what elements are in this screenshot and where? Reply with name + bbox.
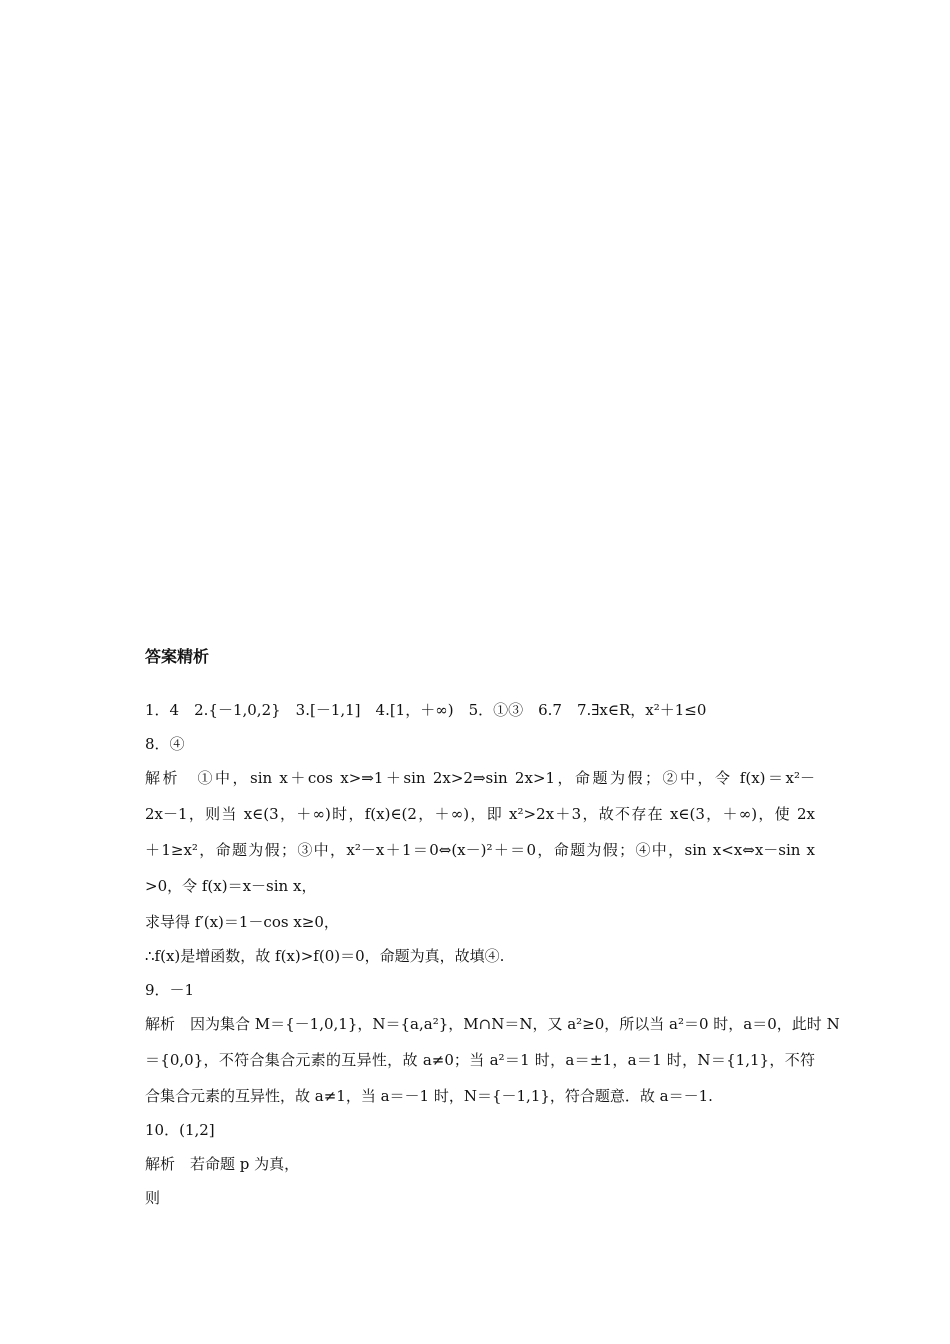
analysis-8-line-4: >0，令 f(x)＝x－sin x， (145, 877, 317, 895)
analysis-9-line-2: ＝{0,0}，不符合集合元素的互异性，故 a≠0；当 a²＝1 时，a＝±1，a＝1 时，N＝{1,1}，不符 (145, 1051, 815, 1069)
analysis-8-line-6: ∴f(x)是增函数，故 f(x)>f(0)＝0，命题为真，故填④. (145, 947, 505, 965)
answer-8: 8．④ (145, 735, 185, 753)
analysis-10-line-2: 则 (145, 1189, 161, 1207)
analysis-9-line-3: 合集合元素的互异性，故 a≠1，当 a＝－1 时，N＝{－1,1}，符合题意．故 a＝－1. (145, 1087, 713, 1105)
analysis-10-line-1: 解析 若命题 p 为真， (145, 1155, 300, 1173)
analysis-8-line-3: ＋1≥x²，命题为假；③中，x²－x＋1＝0⇔(x－)²＋＝0，命题为假；④中，sin x<x⇔x－sin x (145, 841, 815, 859)
answer-analysis-heading: 答案精析 (145, 647, 210, 666)
answers-1-to-7: 1．4 2.{－1,0,2} 3.[－1,1] 4.[1，＋∞) 5．①③ 6.7 7.∃x∈R，x²＋1≤0 (145, 701, 707, 719)
analysis-9-line-1: 解析 因为集合 M＝{－1,0,1}，N＝{a,a²}，M∩N＝N，又 a²≥0，所以当 a²＝0 时，a＝0，此时 N (145, 1015, 840, 1033)
analysis-8-line-5: 求导得 f′(x)＝1－cos x≥0， (145, 913, 339, 931)
answer-10: 10．(1,2] (145, 1121, 215, 1139)
analysis-8-line-2: 2x－1，则当 x∈(3，＋∞)时，f(x)∈(2，＋∞)，即 x²>2x＋3，故不存在 x∈(3，＋∞)，使 2x (145, 805, 815, 823)
analysis-8-line-1: 解析 ①中，sin x＋cos x>⇒1＋sin 2x>2⇒sin 2x>1，命题为假；②中，令 f(x)＝x²－ (145, 769, 815, 787)
answer-9: 9．－1 (145, 981, 195, 999)
